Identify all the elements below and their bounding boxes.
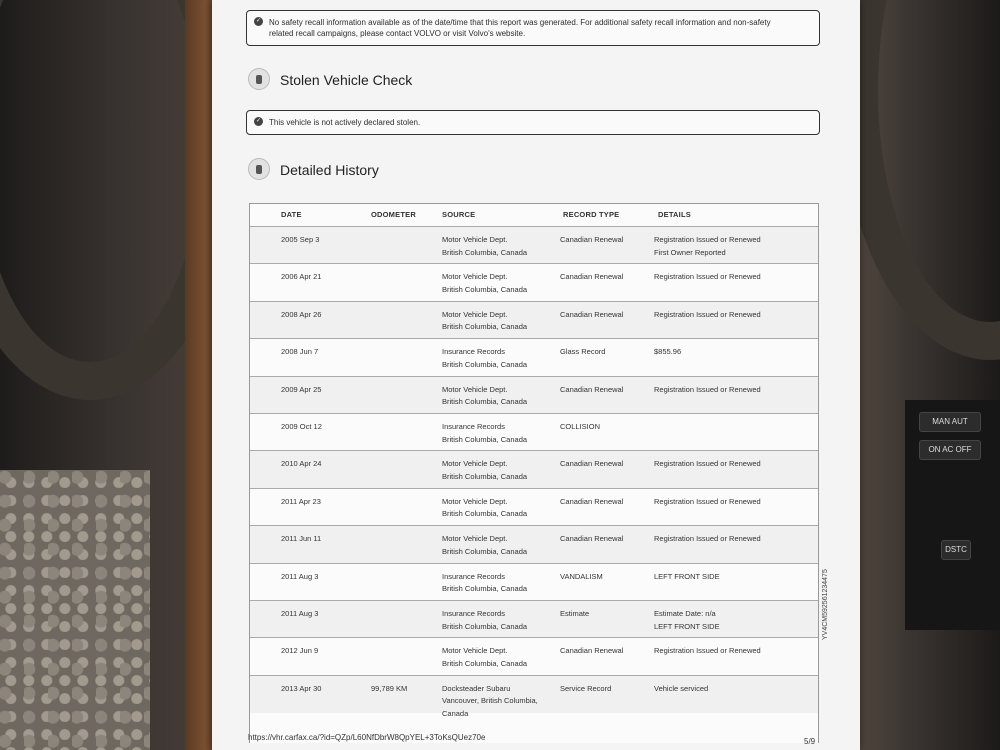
cell-line: British Columbia, Canada — [442, 658, 528, 668]
cell-line: COLLISION — [560, 422, 601, 431]
cell-line: Vehicle serviced — [654, 683, 709, 693]
cell-source — [442, 608, 527, 633]
stolen-status-text: This vehicle is not actively declared stolen. — [269, 118, 421, 127]
cell-line: Insurance Records — [442, 347, 505, 357]
cell-details — [654, 458, 761, 471]
cell-line: Glass Record — [560, 347, 606, 357]
cell-date — [281, 346, 318, 359]
stolen-status — [246, 110, 820, 135]
cell-details — [654, 571, 720, 584]
table-row — [250, 637, 818, 675]
table-row — [250, 263, 818, 301]
stolen-check-title: Stolen Vehicle Check — [280, 72, 413, 88]
cell-line: Registration Issued or Renewed — [654, 272, 761, 282]
cell-details — [654, 496, 761, 509]
cell-type — [560, 571, 603, 584]
cell-line: Estimate — [560, 609, 590, 618]
page-number: 5/9 — [804, 737, 816, 746]
cell-line: Canadian Renewal — [560, 496, 624, 506]
cell-type — [560, 496, 623, 509]
cell-line: Registration Issued or Renewed — [654, 646, 761, 656]
cell-line: First Owner Reported — [654, 247, 726, 257]
dstc-button: DSTC — [941, 540, 971, 560]
cell-line: British Columbia, Canada — [442, 247, 528, 257]
cell-source — [442, 683, 538, 721]
cell-line: 2013 Apr 30 — [281, 683, 322, 693]
cell-date — [281, 496, 321, 509]
climate-auto-button: MAN AUT — [919, 412, 981, 432]
cell-line: Registration Issued or Renewed — [654, 235, 761, 244]
cell-line: Docksteader Subaru — [442, 683, 511, 693]
cell-line: Registration Issued or Renewed — [654, 384, 761, 394]
history-table — [249, 203, 819, 743]
cell-line: Registration Issued or Renewed — [654, 459, 761, 469]
cell-source — [442, 346, 527, 371]
siren-icon — [248, 68, 270, 90]
cell-source — [442, 496, 527, 521]
cell-line: Motor Vehicle Dept. — [442, 534, 508, 544]
cell-details — [654, 309, 761, 322]
cell-type — [560, 421, 600, 434]
table-row — [250, 488, 818, 526]
footer-url: https://vhr.carfax.ca/?id=QZp/L60NfDbrW8QpYEL+3ToKsQUez70e — [248, 733, 486, 742]
cell-line: $855.96 — [654, 347, 682, 357]
cell-line: VANDALISM — [560, 571, 603, 581]
cell-line: Motor Vehicle Dept. — [442, 459, 508, 469]
cell-line: Insurance Records — [442, 571, 505, 581]
cell-source — [442, 384, 527, 409]
cell-details — [654, 645, 761, 658]
cell-line: 99,789 KM — [371, 683, 408, 693]
cell-type — [560, 533, 623, 546]
cell-source — [442, 421, 527, 446]
recall-notice-line2: related recall campaigns, please contact VOLVO or visit Volvo's website. — [269, 29, 526, 39]
cell-source — [442, 645, 527, 670]
cell-line: Canadian Renewal — [560, 459, 624, 469]
cell-line: Canadian Renewal — [560, 384, 624, 394]
ac-button: ON AC OFF — [919, 440, 981, 460]
cell-line: British Columbia, Canada — [442, 359, 528, 369]
table-row — [250, 525, 818, 563]
cell-line: British Columbia, Canada — [442, 284, 528, 294]
check-icon: ✓ — [255, 18, 262, 24]
cell-line: Motor Vehicle Dept. — [442, 384, 508, 394]
cell-details — [654, 683, 708, 696]
cell-type — [560, 384, 623, 397]
col-odometer: ODOMETER — [371, 210, 416, 219]
cell-date — [281, 234, 319, 247]
cell-type — [560, 645, 623, 658]
cell-details — [654, 608, 720, 633]
cell-source — [442, 309, 527, 334]
recall-notice — [246, 10, 820, 46]
table-row — [250, 675, 818, 718]
cell-line: British Columbia, Canada — [442, 546, 528, 556]
col-source: SOURCE — [442, 210, 476, 219]
cell-source — [442, 458, 527, 483]
cell-line: Estimate Date: n/a — [654, 609, 716, 618]
cell-line: British Columbia, Canada — [442, 471, 528, 481]
table-row — [250, 301, 818, 339]
cell-line: 2006 Apr 21 — [281, 272, 322, 282]
cell-details — [654, 234, 761, 259]
cell-line: Registration Issued or Renewed — [654, 496, 761, 506]
table-row — [250, 226, 818, 264]
table-row — [250, 413, 818, 451]
cell-date — [281, 421, 322, 434]
cell-line: 2011 Apr 23 — [281, 496, 321, 506]
cell-line: Service Record — [560, 683, 612, 693]
col-date: DATE — [281, 210, 302, 219]
cell-line: Motor Vehicle Dept. — [442, 646, 508, 656]
cell-line: Motor Vehicle Dept. — [442, 496, 508, 506]
center-console — [905, 400, 1000, 630]
gravel-ground — [0, 470, 150, 750]
cell-source — [442, 533, 527, 558]
cell-line: Canadian Renewal — [560, 646, 624, 656]
cell-line: British Columbia, Canada — [442, 322, 528, 332]
cell-line: British Columbia, Canada — [442, 434, 528, 444]
cell-type — [560, 346, 605, 359]
cell-line: British Columbia, Canada — [442, 397, 528, 407]
cell-line: British Columbia, Canada — [442, 621, 528, 631]
history-icon — [248, 158, 270, 180]
cell-line: Canadian Renewal — [560, 534, 624, 544]
cell-line: 2011 Aug 3 — [281, 571, 319, 581]
cell-date — [281, 458, 321, 471]
cell-type — [560, 234, 623, 247]
cell-date — [281, 571, 318, 584]
recall-notice-line1: No safety recall information available as of the date/time that this report was generated. For additional safety recall information and non-safety — [269, 18, 771, 27]
cell-line: Motor Vehicle Dept. — [442, 272, 508, 282]
cell-source — [442, 234, 527, 259]
cell-line: 2010 Apr 24 — [281, 459, 322, 469]
check-icon: ✓ — [255, 118, 262, 124]
cell-source — [442, 271, 527, 296]
history-title: Detailed History — [280, 162, 379, 178]
cell-type — [560, 458, 623, 471]
table-row — [250, 563, 818, 601]
cell-line: British Columbia, Canada — [442, 509, 528, 519]
cell-details — [654, 533, 761, 546]
cell-type — [560, 683, 611, 696]
table-row — [250, 376, 818, 414]
cell-line: Insurance Records — [442, 609, 505, 618]
table-row — [250, 338, 818, 376]
vehicle-history-report-page — [212, 0, 860, 750]
cell-line: 2009 Oct 12 — [281, 422, 322, 431]
table-row — [250, 450, 818, 488]
cell-date — [281, 309, 321, 322]
cell-line: 2011 Aug 3 — [281, 609, 319, 618]
cell-date — [281, 533, 321, 546]
cell-line: 2005 Sep 3 — [281, 235, 320, 244]
vin-side-text: YV4CM592561234475 — [822, 569, 829, 640]
cell-line: 2012 Jun 9 — [281, 646, 319, 656]
cell-details — [654, 384, 761, 397]
cell-line: LEFT FRONT SIDE — [654, 571, 720, 581]
cell-date — [281, 645, 318, 658]
cell-date — [281, 271, 321, 284]
cell-line: 2008 Jun 7 — [281, 347, 319, 357]
cell-details — [654, 346, 681, 359]
col-details: DETAILS — [658, 210, 691, 219]
cell-line: Canadian Renewal — [560, 309, 624, 319]
cell-line: 2008 Apr 26 — [281, 309, 322, 319]
cell-date — [281, 384, 321, 397]
cell-line: Registration Issued or Renewed — [654, 534, 761, 544]
cell-date — [281, 608, 318, 621]
cell-line: Vancouver, British Columbia, — [442, 696, 538, 706]
cell-line: Canadian Renewal — [560, 272, 624, 282]
cell-date — [281, 683, 321, 696]
cell-details — [654, 271, 761, 284]
cell-line: LEFT FRONT SIDE — [654, 621, 720, 631]
cell-line: 2011 Jun 11 — [281, 534, 322, 544]
cell-line: Registration Issued or Renewed — [654, 309, 761, 319]
cell-line: Motor Vehicle Dept. — [442, 309, 508, 319]
cell-odometer — [371, 683, 407, 696]
cell-type — [560, 271, 623, 284]
cell-line: Insurance Records — [442, 422, 505, 431]
cell-line: 2009 Apr 25 — [281, 384, 322, 394]
col-record-type: RECORD TYPE — [563, 210, 620, 219]
table-row — [250, 600, 818, 638]
cell-line: British Columbia, Canada — [442, 584, 528, 594]
cell-line: Canada — [442, 708, 469, 718]
cell-type — [560, 608, 589, 621]
cell-source — [442, 571, 527, 596]
cell-line: Motor Vehicle Dept. — [442, 235, 508, 244]
cell-type — [560, 309, 623, 322]
cell-line: Canadian Renewal — [560, 235, 624, 244]
